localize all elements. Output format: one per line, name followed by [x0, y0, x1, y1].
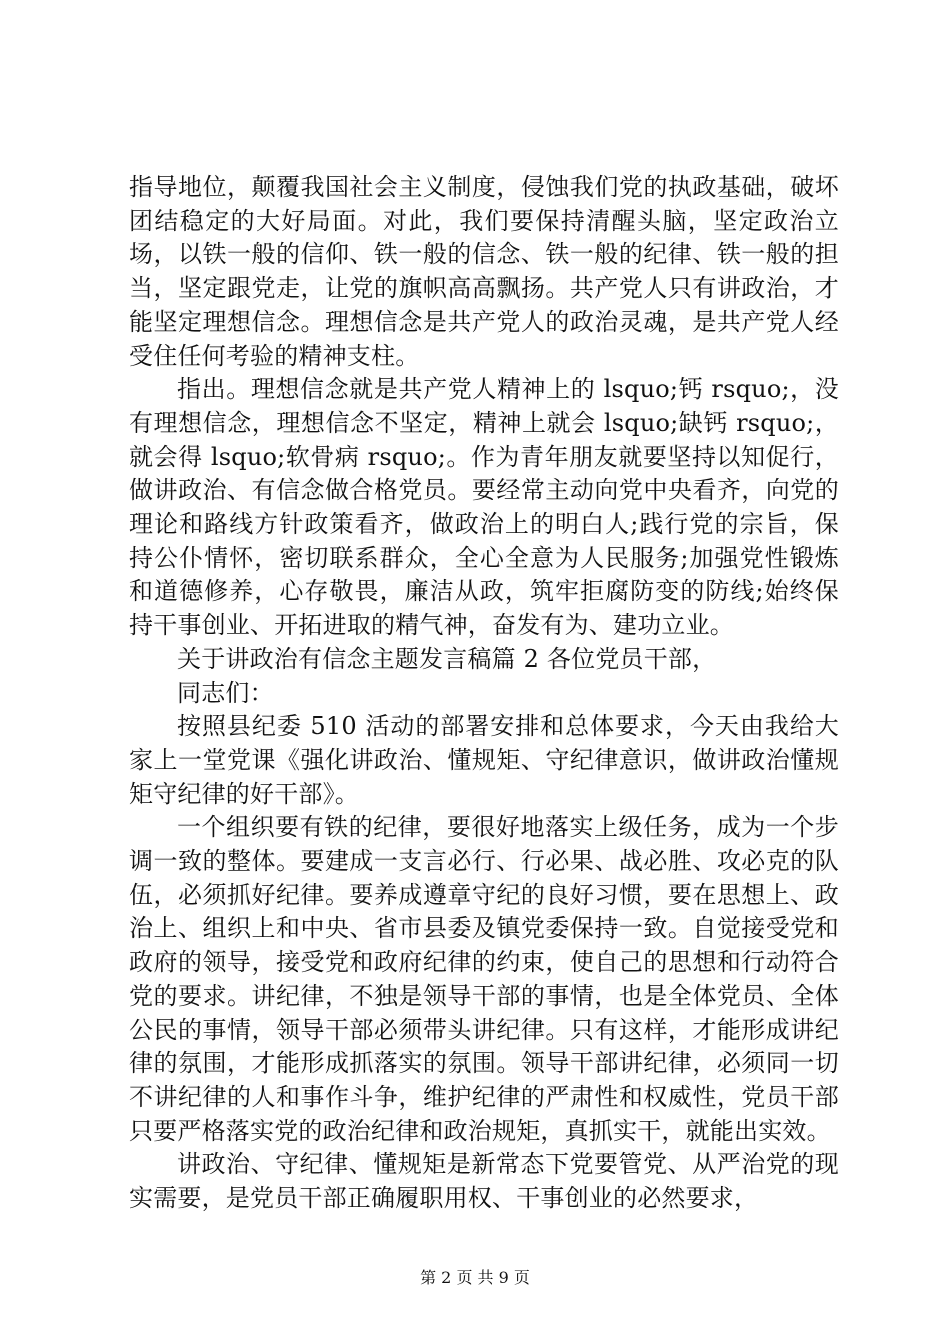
document-body [129, 171, 839, 1216]
paragraph-1: 指导地位，颠覆我国社会主义制度，侵蚀我们党的执政基础，破坏团结稳定的大好局面。对此，我们要保持清醒头脑，坚定政治立场，以铁一般的信仰、铁一般的信念、铁一般的纪律、铁一般的担当，坚定跟党走，让党的旗帜高高飘扬。共产党人只有讲政治，才能坚定理想信念。理想信念是共产党人的政治灵魂，是共产党人经受住任何考验的精神支柱。 [129, 173, 839, 370]
page-footer: 第 2 页 共 9 页 [420, 1268, 530, 1287]
paragraph-2: 指出。理想信念就是共产党人精神上的 lsquo;钙 rsquo;，没有理想信念，理想信念不坚定，精神上就会 lsquo;缺钙 rsquo;，就会得 lsquo;软骨病 rsquo;。作为青年朋友就要坚持以知促行，做讲政治、有信念做合格党员。要经常主动向党中央看齐，向党的理论和路线方针政策看齐，做政治上的明白人;践行党的宗旨，保持公仆情怀，密切联系群众，全心全意为人民服务;加强党性锻炼和道德修养，心存敬畏，廉洁从政，筑牢拒腐防变的防线;始终保持干事创业、开拓进取的精气神，奋发有为、建功立业。 [129, 375, 839, 640]
paragraph-7: 讲政治、守纪律、懂规矩是新常态下党要管党、从严治党的现实需要，是党员干部正确履职用权、干事创业的必然要求， [129, 1150, 839, 1213]
paragraph-6: 一个组织要有铁的纪律，要很好地落实上级任务，成为一个步调一致的整体。要建成一支言必行、行必果、战必胜、攻必克的队伍，必须抓好纪律。要养成遵章守纪的良好习惯，要在思想上、政治上、组织上和中央、省市县委及镇党委保持一致。自觉接受党和政府的领导，接受党和政府纪律的约束，使自己的思想和行动符合党的要求。讲纪律，不独是领导干部的事情，也是全体党员、全体公民的事情，领导干部必须带头讲纪律。只有这样，才能形成讲纪律的氛围，才能形成抓落实的氛围。领导干部讲纪律，必须同一切不讲纪律的人和事作斗争，维护纪律的严肃性和权威性，党员干部只要严格落实党的政治纪律和政治规矩，真抓实干，就能出实效。 [129, 813, 839, 1145]
paragraph-4-salutation: 同志们： [177, 678, 274, 707]
paragraph-5: 按照县纪委 510 活动的部署安排和总体要求，今天由我给大家上一堂党课《强化讲政治、懂规矩、守纪律意识，做讲政治懂规矩守纪律的好干部》。 [129, 712, 839, 808]
paragraph-3-heading: 关于讲政治有信念主题发言稿篇 2 各位党员干部， [177, 644, 717, 673]
